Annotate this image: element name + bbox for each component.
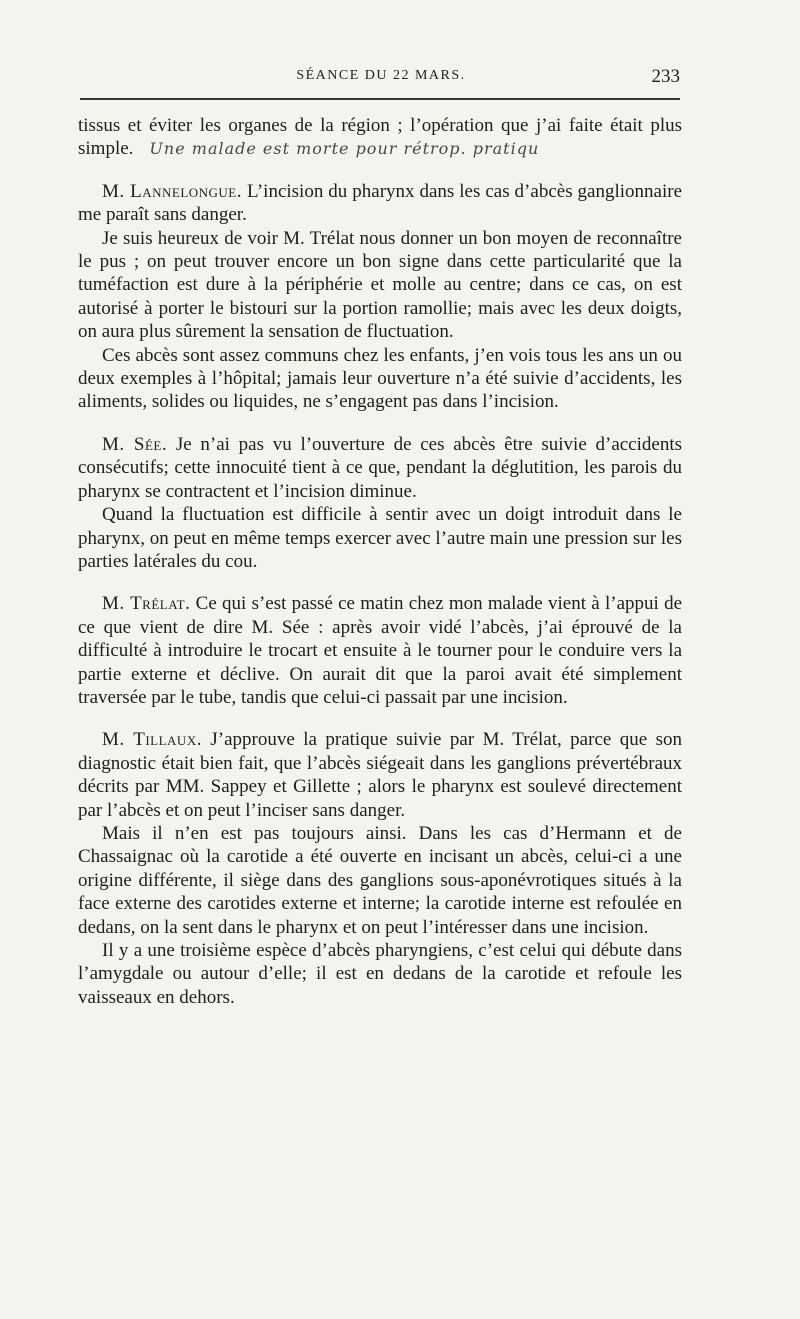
speaker-name: M. Tillaux. (102, 729, 202, 751)
paragraph-text: J’approuve la pratique suivie par M. Trélat, parce que son diagnostic était bien fait, que l’abcès siégeait dans les ganglions prévertébraux décrits par MM. Sappey et Gillette ; alors le pharynx est soulevé directement par l’abcès et on peut l’inciser sans danger. (78, 729, 682, 821)
paragraph (78, 180, 682, 227)
paragraph-text: Ces abcès sont assez communs chez les enfants, j’en vois tous les ans un ou deux exemples à l’hôpital; jamais leur ouverture n’a été suivie d’accidents, les aliments, solides ou liquides, ne s’engagent pas dans l’incision. (78, 344, 682, 413)
paragraph-text: L’incision du pharynx dans les cas d’abcès ganglionnaire me paraît sans danger. (78, 180, 683, 226)
running-title: SÉANCE DU 22 MARS. (296, 68, 466, 83)
paragraph-text: Mais il n’en est pas toujours ainsi. Dans les cas d’Hermann et de Chassaignac où la carotide a été ouverte en incisant un abcès, celui-ci a une origine différente, il siège dans des ganglions sous-aponévrotiques situés à la face externe des carotides externe et interne; la carotide interne est refoulée en dedans, on la sent dans le pharynx et on peut l’intéresser dans une incision. (78, 822, 682, 938)
paragraph (78, 227, 682, 344)
page-header (82, 66, 680, 90)
speaker-name: M. Lannelongue. (102, 180, 243, 202)
paragraph (78, 822, 682, 939)
paragraph (78, 344, 682, 414)
paragraph-text: Il y a une troisième espèce d’abcès pharyngiens, c’est celui qui débute dans l’amygdale ou autour d’elle; il est en dedans de la carotide et refoule les vaisseaux en dehors. (78, 940, 682, 1008)
paragraph-text: Ce qui s’est passé ce matin chez mon malade vient à l’appui de ce que vient de dire M. Sée : après avoir vidé l’abcès, j’ai éprouvé de la difficulté à introduire le trocart et ensuite à le tourner pour le conduire vers la partie externe et déclive. On aurait dit que la paroi avait été simplement traversée par le tube, tandis que celui-ci passait par une incision. (78, 593, 682, 708)
paragraph (78, 939, 682, 1009)
paragraph (78, 114, 682, 161)
body-text (78, 114, 682, 1009)
paragraph (78, 728, 682, 822)
page-number: 233 (651, 66, 680, 87)
paragraph-text: Quand la fluctuation est difficile à sentir avec un doigt introduit dans le pharynx, on peut en même temps exercer avec l’autre main une pression sur les parties latérales du cou. (78, 504, 682, 572)
paragraph-text: Je suis heureux de voir M. Trélat nous donner un bon moyen de reconnaître le pus ; on peut trouver encore un bon signe dans cette particularité que la tuméfaction est dure à la périphérie et molle au centre; dans ce cas, on est autorisé à porter le bistouri sur la portion ramollie; mais avec les deux doigts, on aura plus sûrement la sensation de fluctuation. (78, 227, 682, 343)
paragraph-text: tissus et éviter les organes de la région ; l’opération que j’ai faite était plus simple. (78, 115, 682, 160)
header-rule (80, 98, 680, 100)
paragraph (78, 592, 682, 709)
paragraph-text: Je n’ai pas vu l’ouverture de ces abcès être suivie d’accidents consécutifs; cette innocuité tient à ce que, pendant la déglutition, les parois du pharynx se contractent et l’incision diminue. (78, 433, 682, 502)
speaker-name: M. Sée. (102, 433, 168, 455)
handwritten-annotation: Une malade est morte pour rétrop. pratiqu (149, 139, 540, 159)
paragraph (78, 503, 682, 573)
speaker-name: M. Trélat. (102, 593, 191, 615)
paragraph (78, 433, 682, 503)
